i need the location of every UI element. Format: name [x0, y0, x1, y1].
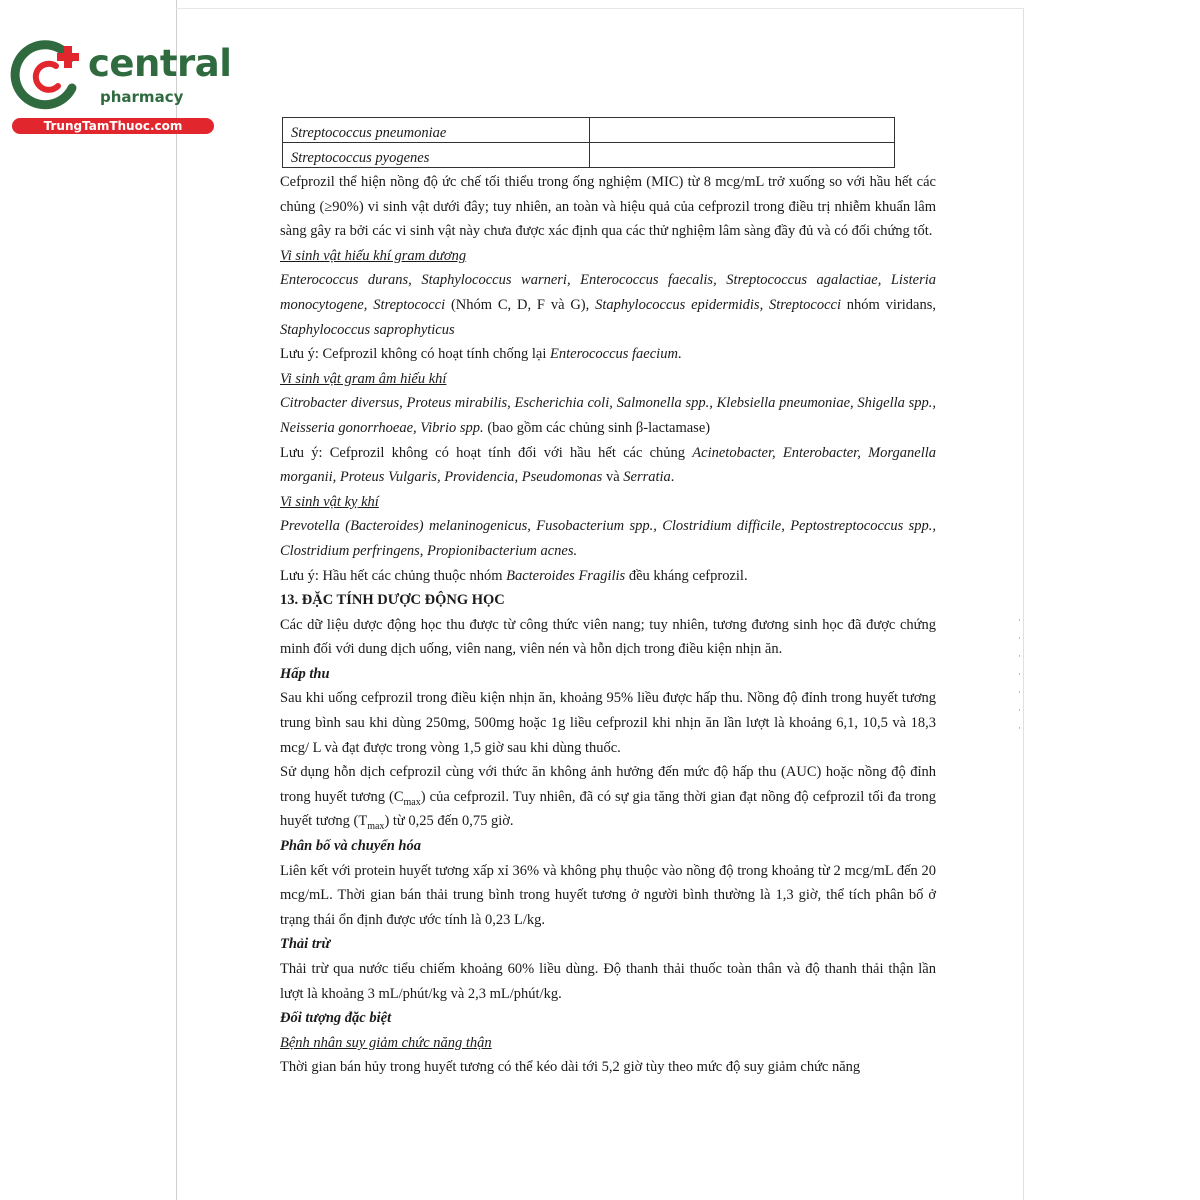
renal-impairment-heading: Bệnh nhân suy giảm chức năng thận: [280, 1034, 492, 1051]
logo-website: TrungTamThuoc.com: [12, 118, 214, 134]
page-edge-right: [1023, 8, 1024, 1200]
gram-negative-heading: Vi sinh vật gram âm hiếu khí: [280, 370, 447, 387]
logo-brand: central: [88, 42, 232, 85]
section-13-intro: Các dữ liệu dược động học thu được từ công thức viên nang; tuy nhiên, tương đương sinh học đã được chứng minh đối với dung dịch uống, viên nang, viên nén và hỗn dịch trong điều kiện nhịn ăn.: [280, 616, 936, 658]
gram-positive-heading: Vi sinh vật hiếu khí gram dương: [280, 247, 467, 264]
logo-mark-icon: [8, 36, 88, 116]
central-pharmacy-logo[interactable]: [8, 36, 232, 136]
table-cell-value: [590, 118, 895, 143]
page-edge-top: [176, 8, 1024, 9]
organism-table: [282, 117, 895, 168]
absorption-heading: Hấp thu: [280, 665, 330, 682]
gram-negative-note: Lưu ý: Cefprozil không có hoạt tính đối với hầu hết các chủng Acinetobacter, Enterobacter, Morganella morganii, Proteus Vulgaris, Providencia, Pseudomonas và Serratia.: [280, 444, 936, 486]
margin-stamp-marks: · · · · · · ·: [1018, 616, 1021, 734]
gram-negative-list: Citrobacter diversus, Proteus mirabilis, Escherichia coli, Salmonella spp., Klebsiella pneumoniae, Shigella spp., Neisseria gonorrhoeae, Vibrio spp. (bao gồm các chủng sinh β-lactamase): [280, 395, 936, 436]
absorption-paragraph-1: Sau khi uống cefprozil trong điều kiện nhịn ăn, khoảng 95% liều được hấp thu. Nồng độ đỉnh trong huyết tương trung bình sau khi dùng 250mg, 500mg hoặc 1g liều cefprozil khi nhịn ăn lần lượt là khoảng 6,1, 10,5 và 18,3 mcg/ L và đạt được trong vòng 1,5 giờ sau khi dùng thuốc.: [280, 690, 936, 756]
special-populations-heading: Đối tượng đặc biệt: [280, 1010, 392, 1027]
table-row: [283, 143, 895, 168]
document-body: [280, 170, 936, 1080]
table-cell-organism: Streptococcus pyogenes: [283, 143, 590, 168]
anaerobe-note: Lưu ý: Hầu hết các chủng thuộc nhóm Bacteroides Fragilis đều kháng cefprozil.: [280, 567, 748, 584]
table-cell-value: [590, 143, 895, 168]
logo-subtitle: pharmacy: [100, 88, 184, 106]
distribution-paragraph: Liên kết với protein huyết tương xấp xỉ 36% và không phụ thuộc vào nồng độ trong khoảng từ 2 mcg/mL đến 20 mcg/mL. Thời gian bán thải trung bình trong huyết tương ở người bình thường là 1,3 giờ, thể tích phân bố ở trạng thái ổn định được ước tính là 0,23 L/kg.: [280, 862, 936, 928]
page-edge-left: [176, 0, 177, 1200]
mic-intro-paragraph: Cefprozil thể hiện nồng độ ức chế tối thiểu trong ống nghiệm (MIC) từ 8 mcg/mL trở xuống so với hầu hết các chủng (≥90%) vi sinh vật dưới đây; tuy nhiên, an toàn và hiệu quả của cefprozil trong điều trị nhiễm khuẩn lâm sàng gây ra bởi các vi sinh vật này chưa được xác định qua các thử nghiệm lâm sàng đầy đủ và có đối chứng tốt.: [280, 174, 936, 240]
table-row: [283, 118, 895, 143]
distribution-heading: Phân bố và chuyển hóa: [280, 838, 421, 855]
anaerobe-heading: Vi sinh vật kỵ khí: [280, 493, 379, 510]
table-cell-organism: Streptococcus pneumoniae: [283, 118, 590, 143]
elimination-paragraph: Thải trừ qua nước tiểu chiếm khoảng 60% liều dùng. Độ thanh thải thuốc toàn thân và độ thanh thải thận lần lượt là khoảng 3 mL/phút/kg và 2,3 mL/phút/kg.: [280, 961, 936, 1002]
absorption-paragraph-2: Sử dụng hỗn dịch cefprozil cùng với thức ăn không ảnh hưởng đến mức độ hấp thu (AUC) hoặc nồng độ đỉnh trong huyết tương $(C_{max})$ của cefprozil. Tuy nhiên, đã có sự gia tăng thời gian đạt nồng độ cefprozil tối đa trong huyết tương $(T_{max})$ từ 0,25 đến 0,75 giờ.: [280, 764, 936, 833]
anaerobe-list: Prevotella (Bacteroides) melaninogenicus, Fusobacterium spp., Clostridium difficile, Peptostreptococcus spp., Clostridium perfringens, Propionibacterium acnes.: [280, 518, 936, 559]
gram-positive-note: Lưu ý: Cefprozil không có hoạt tính chống lại Enterococcus faecium.: [280, 346, 682, 363]
elimination-heading: Thải trừ: [280, 936, 331, 953]
section-13-heading: 13. ĐẶC TÍNH DƯỢC ĐỘNG HỌC: [280, 592, 505, 609]
renal-impairment-paragraph: Thời gian bán hủy trong huyết tương có thể kéo dài tới 5,2 giờ tùy theo mức độ suy giảm chức năng: [280, 1059, 861, 1076]
gram-positive-list: Enterococcus durans, Staphylococcus warneri, Enterococcus faecalis, Streptococcus agalactiae, Listeria monocytogene, Streptococci (Nhóm C, D, F và G), Staphylococcus epidermidis, Streptococci nhóm viridans, Staphylococcus saprophyticus: [280, 272, 936, 338]
